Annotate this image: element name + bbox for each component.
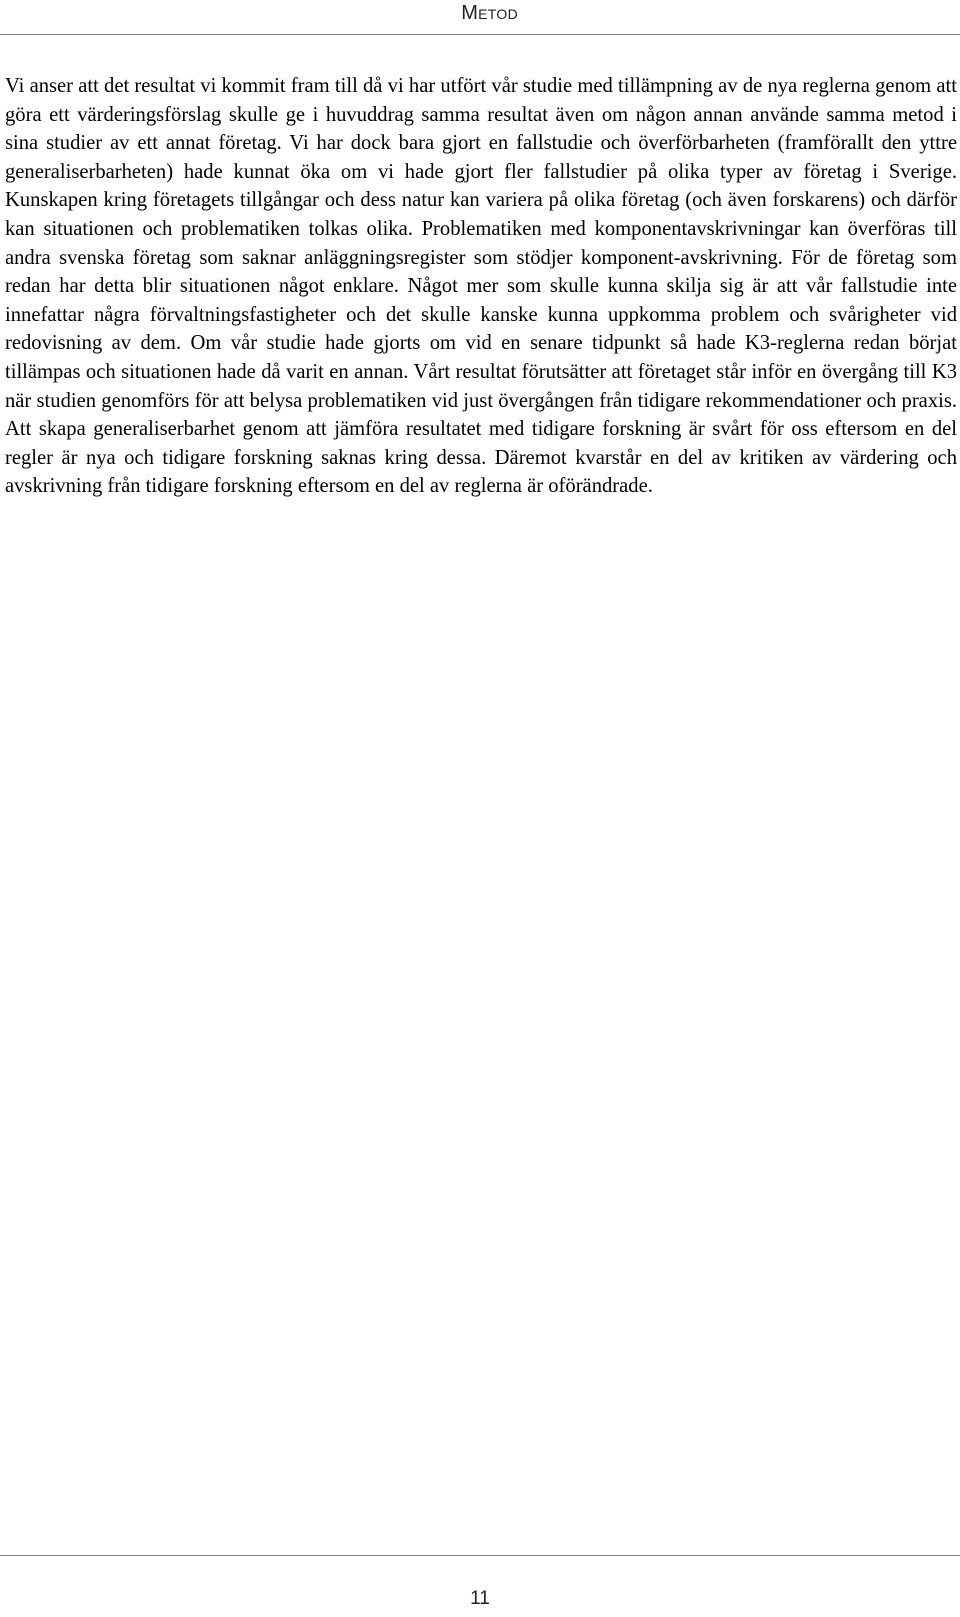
footer-rule <box>0 1555 960 1556</box>
page-number: 11 <box>470 1588 490 1609</box>
section-title: Metod <box>461 2 518 24</box>
running-header <box>0 0 960 35</box>
body-paragraph: Vi anser att det resultat vi kommit fram till då vi har utfört vår studie med tillämpning av de nya reglerna genom att göra ett värderingsförslag skulle ge i huvuddrag samma resultat även om någon annan använde samma metod i sina studier av ett annat företag. Vi har dock bara gjort en fallstudie och överförbarheten (framförallt den yttre generaliserbarheten) hade kunnat öka om vi hade gjort fler fallstudier på olika typer av företag i Sverige. Kunskapen kring företagets tillgångar och dess natur kan variera på olika företag (och även forskarens) och därför kan situationen och problematiken tolkas olika. Problematiken med komponentavskrivningar kan överföras till andra svenska företag som saknar anläggningsregister som stödjer komponent-avskrivning. För de företag som redan har detta blir situationen något enklare. Något mer som skulle kunna skilja sig är att vår fallstudie inte innefattar några förvaltningsfastigheter och det skulle kanske kunna uppkomma problem och svårigheter vid redovisning av dem. Om vår studie hade gjorts om vid en senare tidpunkt så hade K3-reglerna redan börjat tillämpas och situationen hade då varit en annan. Vårt resultat förutsätter att företaget står inför en övergång till K3 när studien genomförs för att belysa problematiken vid just övergången från tidigare rekommendationer och praxis. Att skapa generaliserbarhet genom att jämföra resultatet med tidigare forskning är svårt för oss eftersom en del regler är nya och tidigare forskning saknas kring dessa. Däremot kvarstår en del av kritiken av värdering och avskrivning från tidigare forskning eftersom en del av reglerna är oförändrade. <box>5 75 957 498</box>
